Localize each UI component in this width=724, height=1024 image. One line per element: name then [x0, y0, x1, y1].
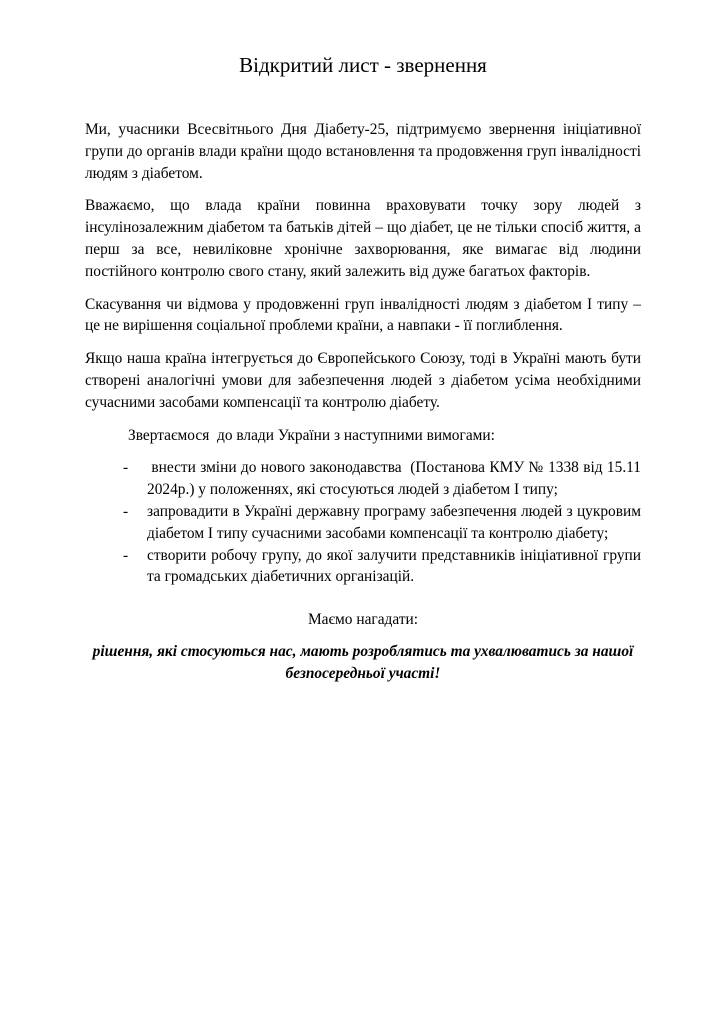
- dash-bullet-icon: -: [123, 459, 129, 477]
- dash-bullet-icon: -: [123, 546, 129, 564]
- paragraph-opinion: Вважаємо, що влада країни повинна враховувати точку зору людей з інсулінозалежним діабетом та батьків дітей – що діабет, це не тільки спосіб життя, а перш за все, невиліковне хронічне захворювання, яке вимагає від людини постійного контролю свого стану, який залежить від дуже багатьох факторів.: [85, 197, 641, 280]
- paragraph-cancellation: Скасування чи відмова у продовженні груп інвалідності людям з діабетом І типу – це не вирішення соціальної проблеми країни, а навпаки - її поглиблення.: [85, 295, 641, 335]
- demand-item-legislation: [123, 457, 641, 501]
- paragraph-support: Ми, учасники Всесвітнього Дня Діабету-25, підтримуємо звернення ініціативної групи до органів влади країни щодо встановлення та продовження груп інвалідності людям з діабетом.: [85, 121, 641, 182]
- dash-bullet-icon: -: [123, 502, 129, 520]
- demand-text: створити робочу групу, до якої залучити представників ініціативної групи та громадських діабетичних організацій.: [147, 546, 641, 586]
- paragraph-eu-integration: Якщо наша країна інтегрується до Європейського Союзу, тоді в Україні мають бути створені аналогічні умови для забезпечення людей з діабетом усіма необхідними сучасними засобами компенсації та контролю діабету.: [85, 350, 641, 411]
- demand-text: запровадити в Україні державну програму забезпечення людей з цукровим діабетом І типу сучасними засобами компенсації та контролю діабету;: [147, 502, 641, 542]
- reminder-heading: Маємо нагадати:: [307, 611, 419, 629]
- reminder-statement: рішення, які стосуються нас, мають розроблятись та ухвалюватись за нашої безпосередньої участі!: [92, 642, 634, 682]
- demand-item-state-program: [123, 501, 641, 545]
- demand-text: внести зміни до нового законодавства (Постанова КМУ № 1338 від 15.11 2024р.) у положеннях, які стосуються людей з діабетом І типу;: [147, 459, 641, 499]
- letter-content: [85, 51, 641, 685]
- demand-item-working-group: [123, 545, 641, 589]
- demands-list: [123, 457, 641, 588]
- letter-title: Відкритий лист - звернення: [239, 53, 487, 77]
- appeal-intro: Звертаємося до влади України з наступними вимогами:: [128, 426, 495, 444]
